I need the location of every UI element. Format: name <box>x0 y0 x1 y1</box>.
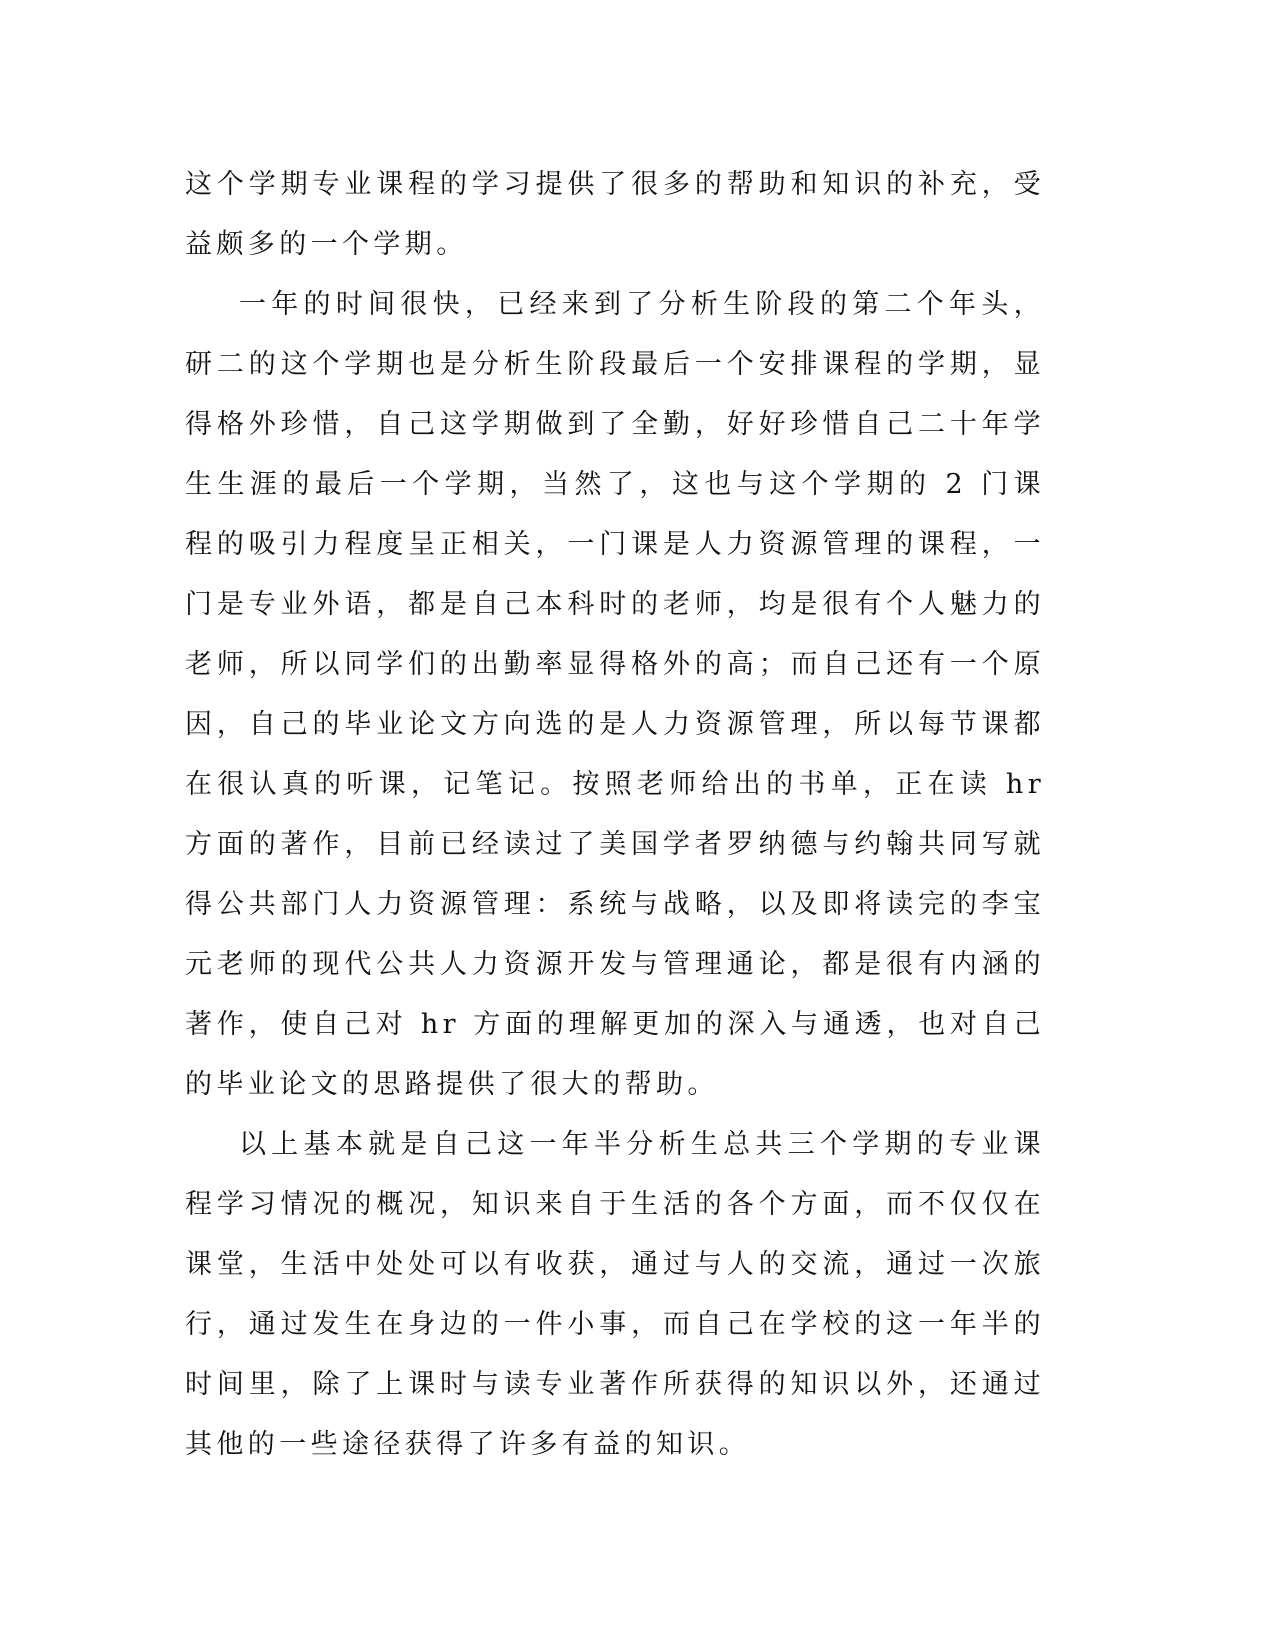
document-body <box>185 155 1045 1475</box>
paragraph-summary: 以上基本就是自己这一年半分析生总共三个学期的专业课程学习情况的概况，知识来自于生活的各个方面，而不仅仅在课堂，生活中处处可以有收获，通过与人的交流，通过一次旅行，通过发生在身边的一件小事，而自己在学校的这一年半的时间里，除了上课时与读专业著作所获得的知识以外，还通过其他的一些途径获得了许多有益的知识。 <box>185 1129 1045 1460</box>
paragraph-continuation: 这个学期专业课程的学习提供了很多的帮助和知识的补充，受益颇多的一个学期。 <box>185 169 1045 260</box>
paragraph-second-year: 一年的时间很快，已经来到了分析生阶段的第二个年头，研二的这个学期也是分析生阶段最后一个安排课程的学期，显得格外珍惜，自己这学期做到了全勤，好好珍惜自己二十年学生生涯的最后一个学期，当然了，这也与这个学期的 2 门课程的吸引力程度呈正相关，一门课是人力资源管理的课程，一门是专业外语，都是自己本科时的老师，均是很有个人魅力的老师，所以同学们的出勤率显得格外的高；而自己还有一个原因，自己的毕业论文方向选的是人力资源管理，所以每节课都在很认真的听课，记笔记。按照老师给出的书单，正在读 hr 方面的著作，目前已经读过了美国学者罗纳德与约翰共同写就得公共部门人力资源管理：系统与战略，以及即将读完的李宝元老师的现代公共人力资源开发与管理通论，都是很有内涵的著作，使自己对 hr 方面的理解更加的深入与通透，也对自己的毕业论文的思路提供了很大的帮助。 <box>185 289 1045 1100</box>
